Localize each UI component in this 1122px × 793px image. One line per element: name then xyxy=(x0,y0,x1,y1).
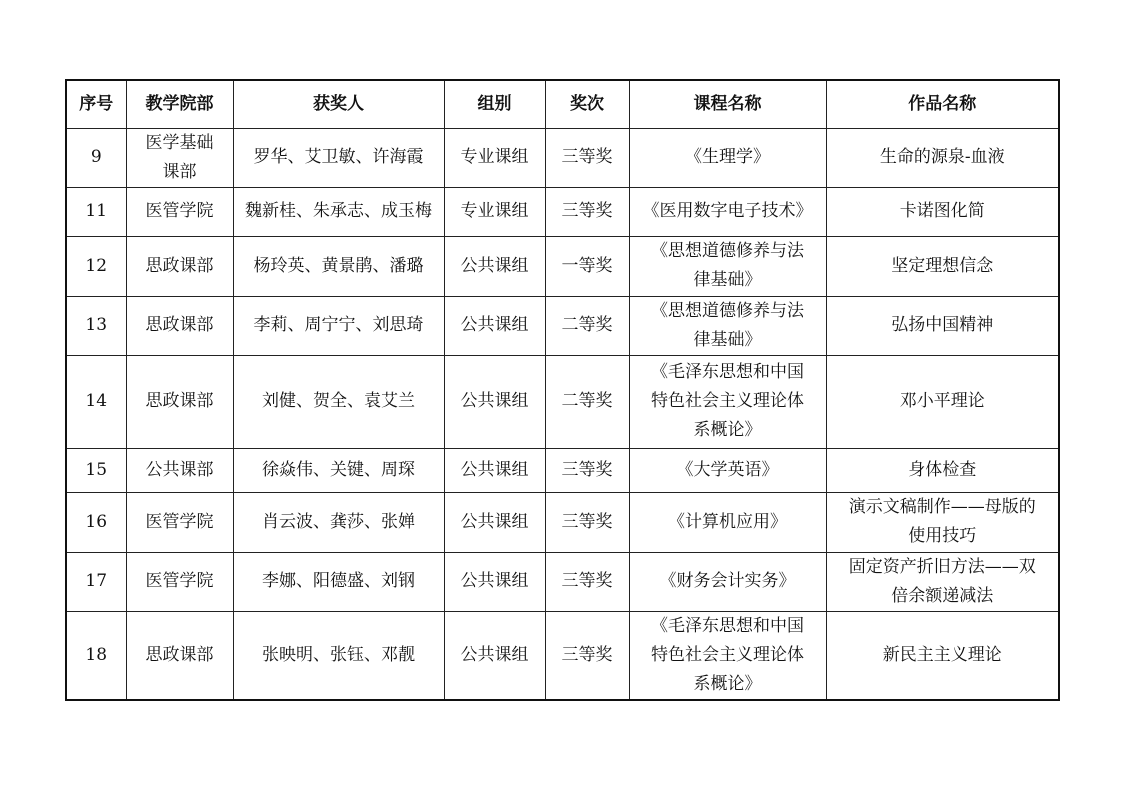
table-row xyxy=(66,448,1059,492)
cell-work: 邓小平理论 xyxy=(826,355,1059,448)
cell-winners: 李娜、阳德盛、刘钢 xyxy=(233,552,444,611)
cell-winners: 罗华、艾卫敏、许海霞 xyxy=(233,128,444,187)
cell-work: 弘扬中国精神 xyxy=(826,296,1059,355)
cell-course: 《财务会计实务》 xyxy=(629,552,826,611)
cell-index: 9 xyxy=(66,128,126,187)
cell-department: 医管学院 xyxy=(126,492,233,552)
cell-index: 13 xyxy=(66,296,126,355)
header-index: 序号 xyxy=(66,80,126,128)
cell-rank: 三等奖 xyxy=(545,187,629,236)
cell-department: 医管学院 xyxy=(126,187,233,236)
cell-department: 思政课部 xyxy=(126,296,233,355)
cell-index: 16 xyxy=(66,492,126,552)
cell-group: 公共课组 xyxy=(444,492,545,552)
cell-winners: 刘健、贺全、袁艾兰 xyxy=(233,355,444,448)
table-row xyxy=(66,355,1059,448)
cell-group: 公共课组 xyxy=(444,236,545,296)
cell-department: 思政课部 xyxy=(126,611,233,700)
cell-work: 固定资产折旧方法——双 倍余额递减法 xyxy=(826,552,1059,611)
cell-rank: 三等奖 xyxy=(545,552,629,611)
table-row xyxy=(66,492,1059,552)
cell-winners: 李莉、周宁宁、刘思琦 xyxy=(233,296,444,355)
cell-rank: 二等奖 xyxy=(545,296,629,355)
header-department: 教学院部 xyxy=(126,80,233,128)
cell-winners: 徐焱伟、关键、周琛 xyxy=(233,448,444,492)
cell-work: 新民主主义理论 xyxy=(826,611,1059,700)
table-row xyxy=(66,552,1059,611)
cell-course: 《思想道德修养与法 律基础》 xyxy=(629,236,826,296)
cell-group: 公共课组 xyxy=(444,448,545,492)
cell-group: 专业课组 xyxy=(444,187,545,236)
header-winners: 获奖人 xyxy=(233,80,444,128)
cell-work: 身体检查 xyxy=(826,448,1059,492)
header-group: 组别 xyxy=(444,80,545,128)
cell-department: 思政课部 xyxy=(126,355,233,448)
cell-work: 坚定理想信念 xyxy=(826,236,1059,296)
cell-group: 公共课组 xyxy=(444,355,545,448)
cell-course: 《医用数字电子技术》 xyxy=(629,187,826,236)
cell-course: 《思想道德修养与法 律基础》 xyxy=(629,296,826,355)
cell-rank: 二等奖 xyxy=(545,355,629,448)
cell-work: 演示文稿制作——母版的 使用技巧 xyxy=(826,492,1059,552)
cell-index: 14 xyxy=(66,355,126,448)
cell-rank: 三等奖 xyxy=(545,128,629,187)
cell-department: 医管学院 xyxy=(126,552,233,611)
table-header-row xyxy=(66,80,1059,128)
cell-index: 15 xyxy=(66,448,126,492)
cell-group: 公共课组 xyxy=(444,552,545,611)
header-course: 课程名称 xyxy=(629,80,826,128)
cell-index: 12 xyxy=(66,236,126,296)
cell-group: 公共课组 xyxy=(444,296,545,355)
cell-course: 《毛泽东思想和中国 特色社会主义理论体 系概论》 xyxy=(629,611,826,700)
cell-work: 卡诺图化简 xyxy=(826,187,1059,236)
cell-winners: 肖云波、龚莎、张婵 xyxy=(233,492,444,552)
table-row xyxy=(66,296,1059,355)
cell-group: 公共课组 xyxy=(444,611,545,700)
table-row xyxy=(66,236,1059,296)
header-rank: 奖次 xyxy=(545,80,629,128)
cell-winners: 张映明、张钰、邓靓 xyxy=(233,611,444,700)
cell-winners: 魏新桂、朱承志、成玉梅 xyxy=(233,187,444,236)
cell-department: 思政课部 xyxy=(126,236,233,296)
cell-index: 17 xyxy=(66,552,126,611)
cell-group: 专业课组 xyxy=(444,128,545,187)
cell-course: 《毛泽东思想和中国 特色社会主义理论体 系概论》 xyxy=(629,355,826,448)
cell-rank: 三等奖 xyxy=(545,611,629,700)
table-row xyxy=(66,187,1059,236)
cell-department: 公共课部 xyxy=(126,448,233,492)
cell-rank: 一等奖 xyxy=(545,236,629,296)
award-table xyxy=(65,79,1060,701)
table-row xyxy=(66,128,1059,187)
cell-winners: 杨玲英、黄景鹃、潘璐 xyxy=(233,236,444,296)
cell-department: 医学基础 课部 xyxy=(126,128,233,187)
cell-rank: 三等奖 xyxy=(545,492,629,552)
cell-index: 18 xyxy=(66,611,126,700)
header-work: 作品名称 xyxy=(826,80,1059,128)
cell-course: 《大学英语》 xyxy=(629,448,826,492)
cell-rank: 三等奖 xyxy=(545,448,629,492)
table-row xyxy=(66,611,1059,700)
cell-course: 《生理学》 xyxy=(629,128,826,187)
cell-index: 11 xyxy=(66,187,126,236)
cell-course: 《计算机应用》 xyxy=(629,492,826,552)
cell-work: 生命的源泉-血液 xyxy=(826,128,1059,187)
